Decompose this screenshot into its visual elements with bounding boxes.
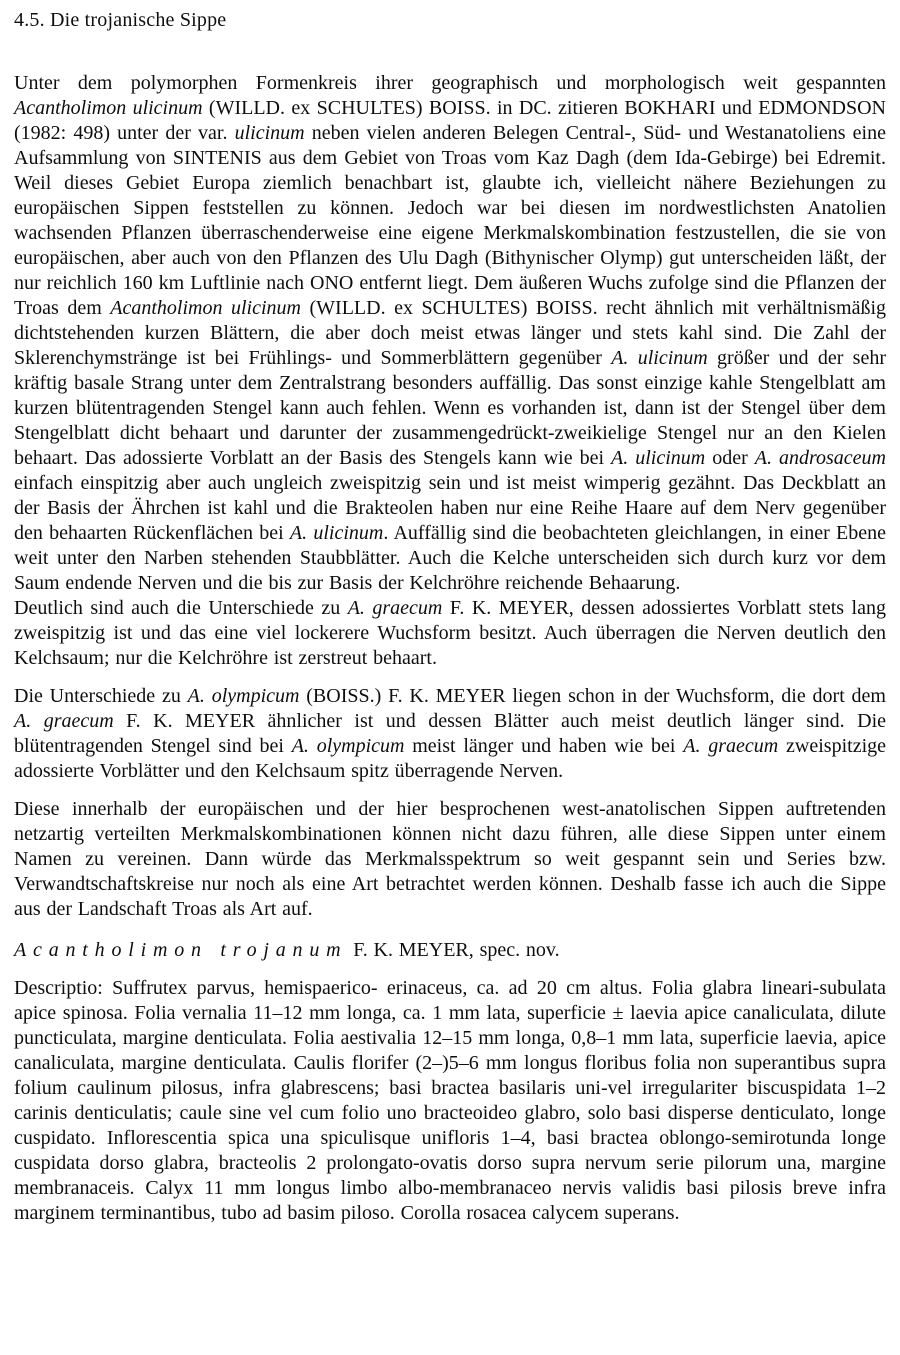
taxon-name: Acantholimon ulicinum [14,97,203,119]
taxon-name: Acantholimon ulicinum [110,297,301,319]
text-run: größer und der sehr kräftig basale Strang unter dem Zentralstrang besonders auffällig. Das sonst einzige kahle Stengelblatt am kurzen blütentragenden Stengel kann auch fehlen. Wenn es vorhanden ist, dann ist der Stengel über dem Stengelblatt dicht behaart und darunter der zusammengedrückt-zweikielige Stengel nur an den Kielen behaart. Das adossierte Vorblatt an der Basis des Stengels kann wie bei [14,347,886,469]
taxon-name: A. ulicinum [611,347,708,369]
species-heading [14,938,886,963]
text-run: Descriptio: Suffrutex parvus, hemispaerico- erinaceus, ca. ad 20 cm altus. Folia glabra lineari-subulata apice spinosa. Folia vernalia 11–12 mm longa, ca. 1 mm lata, superficie ± laevia apice canaliculata, dilute puncticulata, margine denticulata. Folia aestivalia 12–15 mm longa, 0,8–1 mm lata, superficie laevia, apice canaliculata, margine denticulata. Caulis florifer (2–)5–6 mm longus floribus folia non superantibus supra folium caulinum pilosus, infra glabrescens; basi bractea basilaris uni-vel irregulariter biscuspidata 1–2 carinis denticulatis; caule sine vel cum folio uno bracteoideo glabro, solo basi disperse denticulato, longe cuspidato. Inflorescentia spica una spiculisque unifloris 1–4, basi bractea oblongo-semirotunda longe cuspidata dorso glabra, bracteolis 2 prolongato-ovatis dorso supra nervum serie pilorum una, margine membranaceis. Calyx 11 mm longus limbo albo-membranaceo nervis validis basi pilosis breve infra marginem terminantibus, tubo ad basim piloso. Corolla rosacea calycem superans. [14,977,886,1224]
taxon-name: A. ulicinum [611,447,706,469]
text-run: Diese innerhalb der europäischen und der hier besprochenen west-anatolischen Sippen auftretenden netzartig verteilten Merkmalskombinationen können nicht dazu führen, alle diese Sippen unter einem Namen zu vereinen. Dann würde das Merkmalsspektrum so weit gespannt sein und Series bzw. Verwandtschaftskreise nur noch als eine Art betrachtet werden können. Deshalb fasse ich auch die Sippe aus der Landschaft Troas als Art auf. [14,798,886,920]
taxon-name: A. olympicum [187,685,300,707]
text-run: oder [705,447,755,469]
paragraph-intro [14,71,886,596]
text-run: meist länger und haben wie bei [404,735,684,757]
text-run: (BOISS.) F. K. MEYER liegen schon in der Wuchsform, die dort dem [299,685,886,707]
text-run: einfach einspitzig aber auch ungleich zweispitzig sein und ist meist wimperig gezähnt. Das Deckblatt an der Basis der Ährchen ist kahl und die Brakteolen haben nur eine Reihe Haare auf dem Nerv gegenüber den behaarten Rückenflächen bei [14,472,886,544]
text-run: (WILLD. ex SCHULTES) BOISS. recht ähnlich mit verhältnismäßig dichtstehenden kurzen Blättern, die aber doch meist etwas länger und stets kahl sind. Die Zahl der Sklerenchymstränge ist bei Frühlings- und Sommerblättern gegenüber [14,297,887,369]
paragraph-graecum-diff [14,596,886,671]
text-run: Unter dem polymorphen Formenkreis ihrer geographisch und morphologisch weit gespannten [14,72,886,94]
text-run: zweispitzige adossierte Vorblätter und den Kelchsaum spitz überragende Nerven. [14,735,887,782]
taxon-name: A. androsaceum [754,447,887,469]
section-heading: 4.5. Die trojanische Sippe [14,9,227,31]
paragraph-conclusion [14,797,886,922]
taxon-name: Acantholimon trojanum [14,939,348,961]
text-run: neben vielen anderen Belegen Central-, Süd- und Westanatoliens eine Aufsammlung von SINTENIS aus dem Gebiet von Troas vom Kaz Dagh (dem Ida-Gebirge) bei Edremit. Weil dieses Gebiet Europa ziemlich benachbart ist, glaubte ich, vielleicht nähere Beziehungen zu europäischen Sippen feststellen zu können. Jedoch war bei diesen im nordwestlichsten Anatolien wachsenden Pflanzen überraschenderweise eine eigene Merkmalskombination festzustellen, die sie von europäischen, aber auch von den Pflanzen des Ulu Dagh (Bithynischer Olymp) gut unterscheiden läßt, der nur reichlich 160 km Luftlinie nach ONO entfernt liegt. Dem äußeren Wuchs zufolge sind die Pflanzen der Troas dem [14,122,886,319]
taxon-name: ulicinum [234,122,305,144]
body-text [14,71,886,1226]
taxon-name: A. graecum [14,710,114,732]
paragraph-olympicum-diff [14,684,886,784]
taxon-name: A. graecum [347,597,443,619]
taxon-name: A. olympicum [291,735,405,757]
text-run: F. K. MEYER ähnlicher ist und dessen Blätter auch meist deutlich länger sind. Die blütentragenden Stengel sind bei [14,710,886,757]
taxon-name: A. graecum [683,735,779,757]
text-run: F. K. MEYER, spec. nov. [347,939,560,961]
text-run: Die Unterschiede zu [14,685,188,707]
text-run: F. K. MEYER, dessen adossiertes Vorblatt stets lang zweispitzig ist und das eine viel lockerere Wuchsform besitzt. Auch überragen die Nerven deutlich den Kelchsaum; nur die Kelchröhre ist zerstreut behaart. [14,597,886,669]
text-run: Deutlich sind auch die Unterschiede zu [14,597,348,619]
taxon-name: A. ulicinum [289,522,384,544]
paragraph-descriptio [14,976,886,1226]
text-run: (WILLD. ex SCHULTES) BOISS. in DC. zitieren BOKHARI und EDMONDSON (1982: 498) unter der var. [14,97,886,144]
text-run: . Auffällig sind die beobachteten gleichlangen, in einer Ebene weit unter den Narben stehenden Staubblätter. Auch die Kelche unterscheiden sich durch kurz vor dem Saum endende Nerven und die bis zur Basis der Kelchröhre reichende Behaarung. [14,522,886,594]
